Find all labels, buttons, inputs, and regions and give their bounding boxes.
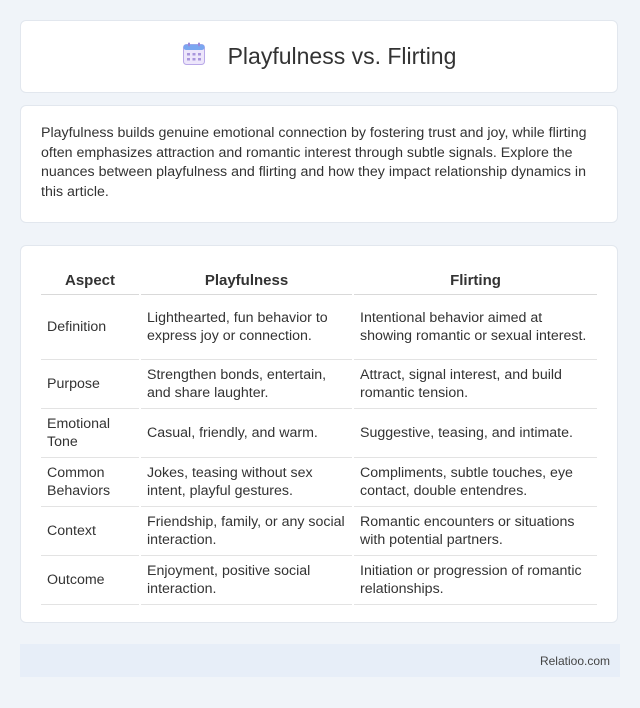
table-row (41, 556, 597, 605)
table-row (41, 295, 597, 360)
table-row (41, 409, 597, 458)
cell-flirting: Intentional behavior aimed at showing romantic or sexual interest. (354, 295, 597, 360)
comparison-card (20, 245, 618, 623)
cell-flirting: Suggestive, teasing, and intimate. (354, 409, 597, 458)
header-flirting: Flirting (354, 264, 597, 295)
intro-text: Playfulness builds genuine emotional connection by fostering trust and joy, while flirting often emphasizes attraction and romantic interest through subtle signals. Explore the nuances between playfulness and flirting and how they impact relationship dynamics in this article. (41, 125, 587, 200)
cell-playfulness: Jokes, teasing without sex intent, playful gestures. (141, 458, 352, 507)
footer-brand: Relatioo.com (539, 653, 610, 668)
cell-playfulness: Casual, friendly, and warm. (141, 409, 352, 458)
cell-playfulness: Lighthearted, fun behavior to express joy or connection. (141, 295, 352, 360)
cell-aspect: Definition (41, 295, 139, 360)
cell-playfulness: Enjoyment, positive social interaction. (141, 556, 352, 605)
comparison-table (39, 264, 599, 605)
table-row (41, 458, 597, 507)
cell-flirting: Compliments, subtle touches, eye contact, double entendres. (354, 458, 597, 507)
cell-aspect: Outcome (41, 556, 139, 605)
table-row (41, 360, 597, 409)
page-title: Playfulness vs. Flirting (227, 43, 457, 69)
title-wrap (182, 42, 457, 71)
header-aspect: Aspect (41, 264, 139, 295)
table-header-row (41, 264, 597, 295)
cell-aspect: Purpose (41, 360, 139, 409)
cell-aspect: Context (41, 507, 139, 556)
intro-card (20, 105, 618, 223)
cell-aspect: Common Behaviors (41, 458, 139, 507)
cell-playfulness: Friendship, family, or any social interaction. (141, 507, 352, 556)
cell-aspect: Emotional Tone (41, 409, 139, 458)
cell-flirting: Attract, signal interest, and build romantic tension. (354, 360, 597, 409)
calendar-icon (182, 42, 206, 71)
cell-flirting: Initiation or progression of romantic relationships. (354, 556, 597, 605)
header-playfulness: Playfulness (141, 264, 352, 295)
cell-flirting: Romantic encounters or situations with potential partners. (354, 507, 597, 556)
footer (20, 644, 620, 677)
title-card (20, 20, 618, 93)
cell-playfulness: Strengthen bonds, entertain, and share laughter. (141, 360, 352, 409)
table-row (41, 507, 597, 556)
